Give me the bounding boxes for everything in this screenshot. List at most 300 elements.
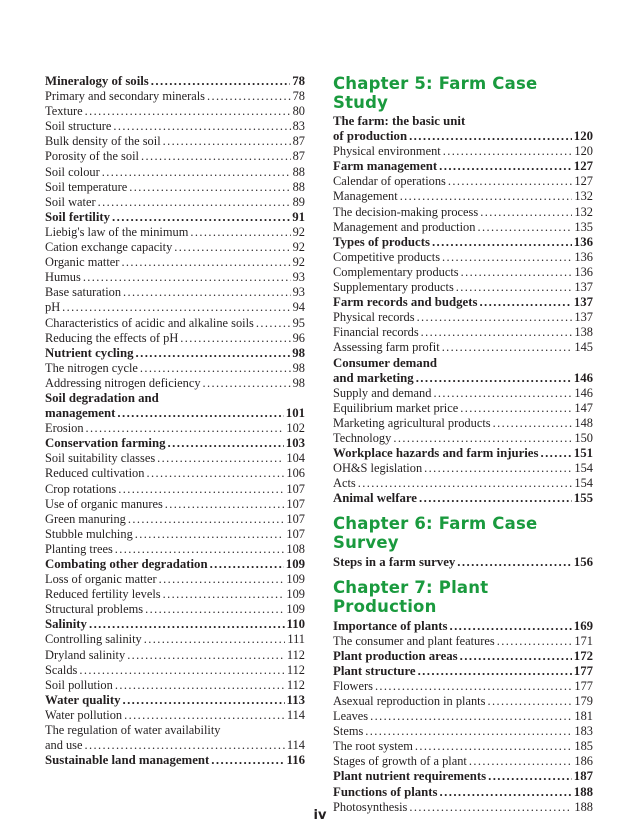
toc-entry-title: Assessing farm profit	[333, 340, 440, 355]
toc-entry-title: Characteristics of acidic and alkaline soils	[45, 315, 254, 330]
toc-entry	[45, 678, 305, 693]
toc-leader-dots	[146, 466, 284, 481]
toc-entry-title: Sustainable land management	[45, 753, 210, 768]
toc-entry-title: of production	[333, 129, 408, 144]
toc-entry	[45, 421, 305, 436]
toc-leader-dots	[157, 451, 284, 466]
toc-entry-page: 104	[286, 451, 305, 466]
toc-entry	[333, 144, 593, 159]
toc-entry-title: Soil temperature	[45, 179, 128, 194]
toc-entry-page: 98	[292, 345, 305, 360]
toc-leader-dots	[443, 144, 573, 159]
toc-entry-page: 109	[286, 587, 305, 602]
toc-entry	[45, 753, 305, 768]
toc-entry	[333, 649, 593, 664]
toc-entry-page: 171	[574, 633, 593, 648]
toc-entry	[45, 527, 305, 542]
toc-entry-page: 136	[574, 249, 593, 264]
toc-entry	[333, 189, 593, 204]
toc-entry-title: Flowers	[333, 678, 373, 693]
toc-entry	[45, 512, 305, 527]
toc-entry-title-line1: Soil degradation and	[45, 390, 159, 405]
toc-entry-page: 185	[574, 739, 593, 754]
toc-entry	[333, 431, 593, 446]
toc-leader-dots	[136, 346, 291, 361]
toc-entry-page: 136	[573, 234, 593, 249]
toc-entry-page: 151	[573, 446, 593, 461]
toc-leader-dots	[493, 416, 573, 431]
toc-leader-dots	[365, 724, 572, 739]
toc-entry-page: 181	[574, 709, 593, 724]
toc-entry-title: The consumer and plant features	[333, 633, 495, 648]
toc-leader-dots	[419, 491, 572, 506]
toc-entry-page: 78	[292, 74, 305, 88]
toc-entry	[333, 386, 593, 401]
toc-entry	[45, 497, 305, 512]
toc-leader-dots	[207, 89, 291, 104]
toc-entry-title: Plant structure	[333, 663, 416, 678]
toc-entry-page: 154	[574, 476, 593, 491]
toc-entry-title: Soil water	[45, 194, 96, 209]
toc-entry-title: Soil colour	[45, 164, 100, 179]
toc-leader-dots	[123, 285, 291, 300]
toc-entry-page: 106	[286, 466, 305, 481]
toc-entry-page: 80	[292, 104, 305, 119]
toc-leader-dots	[460, 649, 572, 664]
toc-leader-dots	[415, 739, 573, 754]
toc-leader-dots	[174, 240, 290, 255]
toc-entry-title: and marketing	[333, 370, 414, 385]
toc-leader-dots	[140, 361, 291, 376]
toc-entry	[333, 724, 593, 739]
toc-entry-page: 183	[574, 724, 593, 739]
toc-leader-dots	[448, 174, 573, 189]
toc-entry-page: 91	[292, 209, 305, 224]
toc-entry	[333, 340, 593, 355]
toc-leader-dots	[168, 436, 284, 451]
toc-entry-title: Primary and secondary minerals	[45, 89, 205, 104]
toc-entry-title: Calendar of operations	[333, 174, 446, 189]
toc-entry-title: Erosion	[45, 421, 84, 436]
toc-leader-dots	[449, 619, 571, 634]
toc-entry-title: Competitive products	[333, 249, 441, 264]
toc-entry	[45, 708, 305, 723]
toc-leader-dots	[418, 664, 572, 679]
toc-entry	[45, 482, 305, 497]
toc-leader-dots	[135, 527, 285, 542]
toc-entry	[45, 270, 305, 285]
toc-leader-dots	[400, 189, 573, 204]
toc-entry-title: Farm management	[333, 159, 438, 174]
toc-entry	[45, 436, 305, 451]
toc-entry-title: The root system	[333, 739, 413, 754]
toc-entry	[45, 572, 305, 587]
toc-entry	[45, 89, 305, 104]
chapter-7-heading: Chapter 7: Plant Production	[333, 577, 489, 616]
toc-entry-page: 179	[574, 694, 593, 708]
toc-entry-page: 188	[574, 799, 593, 814]
toc-leader-dots	[190, 225, 290, 240]
chapter-5-entries	[333, 114, 593, 506]
toc-entry-title: The nitrogen cycle	[45, 360, 138, 375]
toc-entry-title: management	[45, 406, 116, 421]
toc-entry-page: 108	[286, 541, 305, 556]
toc-entry-page: 101	[285, 406, 305, 421]
toc-leader-dots	[180, 331, 290, 346]
toc-entry-page: 120	[573, 129, 593, 144]
toc-entry-page: 156	[573, 555, 593, 570]
toc-leader-dots	[102, 165, 291, 180]
toc-entry-page: 177	[573, 663, 593, 678]
toc-entry-title: Water quality	[45, 692, 121, 707]
toc-entry	[333, 664, 593, 679]
toc-leader-dots	[144, 632, 286, 647]
toc-entry	[333, 785, 593, 800]
toc-leader-dots	[121, 255, 290, 270]
toc-entry-title: OH&S legislation	[333, 461, 423, 476]
toc-leader-dots	[479, 295, 571, 310]
toc-entry-page: 127	[574, 174, 593, 189]
toc-entry	[45, 285, 305, 300]
toc-entry	[333, 739, 593, 754]
toc-entry-title: Plant nutrient requirements	[333, 769, 487, 784]
toc-entry-page: 148	[574, 415, 593, 430]
toc-entry	[45, 451, 305, 466]
toc-entry-page: 93	[292, 285, 305, 300]
toc-entry	[45, 74, 305, 89]
toc-entry-page: 186	[574, 754, 593, 769]
toc-leader-dots	[115, 678, 285, 693]
toc-entry-title: Importance of plants	[333, 618, 448, 633]
toc-entry-page: 88	[292, 179, 305, 194]
toc-leader-dots	[203, 376, 291, 391]
toc-entry-title: Soil suitability classes	[45, 451, 156, 466]
toc-entry-title: Conservation farming	[45, 436, 166, 451]
toc-entry-title: Bulk density of the soil	[45, 134, 161, 149]
toc-entry-title: Management and production	[333, 219, 476, 234]
toc-entry	[45, 346, 305, 361]
toc-entry	[45, 104, 305, 119]
toc-leader-dots	[456, 280, 573, 295]
toc-entry	[333, 114, 593, 144]
toc-leader-dots	[461, 265, 573, 280]
toc-leader-dots	[442, 250, 572, 265]
toc-entry-page: 113	[286, 692, 305, 707]
toc-entry-page: 112	[286, 662, 305, 677]
toc-entry-title-line1: The regulation of water availability	[45, 723, 221, 738]
toc-entry-title: Financial records	[333, 325, 419, 340]
toc-entry-title: Marketing agricultural products	[333, 415, 491, 430]
toc-leader-dots	[210, 557, 284, 572]
toc-entry-title: Functions of plants	[333, 784, 438, 799]
toc-leader-dots	[469, 754, 573, 769]
toc-entry	[45, 225, 305, 240]
toc-leader-dots	[421, 325, 573, 340]
toc-entry	[333, 679, 593, 694]
toc-entry	[333, 280, 593, 295]
toc-leader-dots	[83, 270, 291, 285]
toc-entry-page: 92	[292, 240, 305, 255]
toc-leader-dots	[163, 134, 291, 149]
toc-entry	[45, 542, 305, 557]
toc-entry-title: pH	[45, 300, 61, 315]
toc-entry-page: 146	[574, 385, 593, 400]
toc-entry	[333, 461, 593, 476]
toc-entry-title: Reduced cultivation	[45, 466, 145, 481]
toc-entry-title: Humus	[45, 270, 81, 285]
toc-entry-title: Texture	[45, 104, 83, 119]
toc-entry-page: 83	[292, 119, 305, 134]
toc-entry-title: Soil pollution	[45, 677, 113, 692]
toc-entry-page: 98	[292, 360, 305, 375]
toc-entry	[333, 416, 593, 431]
toc-leader-dots	[159, 572, 285, 587]
toc-entry-page: 132	[574, 189, 593, 204]
toc-entry	[45, 134, 305, 149]
toc-leader-dots	[497, 634, 573, 649]
toc-entry-page: 109	[286, 572, 305, 587]
toc-entry	[45, 255, 305, 270]
toc-entry-page: 114	[286, 707, 305, 722]
toc-entry-page: 112	[286, 647, 305, 662]
toc-entry-title: Nutrient cycling	[45, 345, 134, 360]
toc-entry	[333, 476, 593, 491]
toc-entry	[45, 376, 305, 391]
toc-entry-title: Supplementary products	[333, 280, 454, 295]
toc-entry-title: Planting trees	[45, 541, 113, 556]
toc-right-column	[333, 74, 593, 815]
toc-leader-dots	[129, 180, 290, 195]
page-number: iv	[313, 808, 327, 823]
toc-entry-page: 87	[292, 149, 305, 164]
toc-leader-dots	[433, 386, 572, 401]
toc-entry-title: Physical environment	[333, 144, 441, 159]
toc-leader-dots	[127, 648, 285, 663]
toc-entry-title: Acts	[333, 476, 356, 491]
toc-entry-page: 137	[573, 295, 593, 310]
toc-leader-dots	[98, 195, 291, 210]
toc-entry	[333, 634, 593, 649]
toc-entry-page: 107	[286, 511, 305, 526]
toc-entry-page: 96	[292, 330, 305, 345]
toc-entry-title: Stubble mulching	[45, 526, 133, 541]
toc-entry	[45, 180, 305, 195]
toc-entry-title: and use	[45, 738, 83, 753]
toc-entry-title: Reducing the effects of pH	[45, 330, 179, 345]
toc-entry-page: 98	[292, 375, 305, 390]
toc-entry-title: Stages of growth of a plant	[333, 754, 467, 769]
toc-entry-page: 137	[574, 310, 593, 325]
toc-entry	[45, 557, 305, 572]
toc-leader-dots	[85, 104, 291, 119]
toc-entry-title: Addressing nitrogen deficiency	[45, 375, 201, 390]
toc-entry-page: 145	[574, 340, 593, 355]
chapter-6-heading-line1: Chapter 6: Farm Case	[333, 514, 538, 534]
toc-entry-title: Animal welfare	[333, 491, 417, 506]
toc-entry-title: Scalds	[45, 662, 78, 677]
toc-entry-page: 147	[574, 400, 593, 415]
chapter-6-heading	[333, 514, 593, 552]
toc-entry-page: 146	[573, 370, 593, 385]
toc-leader-dots	[457, 555, 572, 570]
toc-entry-title: Porosity of the soil	[45, 149, 139, 164]
toc-leader-dots	[151, 74, 290, 89]
toc-entry-page: 78	[292, 89, 305, 104]
toc-entry	[45, 149, 305, 164]
toc-entry	[45, 165, 305, 180]
toc-entry	[45, 361, 305, 376]
toc-entry-page: 150	[574, 430, 593, 445]
toc-entry-title: Equilibrium market price	[333, 400, 459, 415]
toc-entry-page: 188	[573, 784, 593, 799]
toc-entry	[333, 356, 593, 386]
toc-entry-title: Dryland salinity	[45, 647, 126, 662]
toc-leader-dots	[128, 512, 285, 527]
toc-entry-page: 169	[573, 618, 593, 633]
toc-leader-dots	[141, 149, 291, 164]
toc-entry	[333, 694, 593, 709]
toc-entry-title-line1: Consumer demand	[333, 355, 437, 370]
toc-entry-title: Mineralogy of soils	[45, 74, 149, 88]
toc-leader-dots	[409, 129, 572, 144]
toc-entry-page: 109	[285, 557, 305, 571]
toc-entry-page: 155	[573, 491, 593, 506]
toc-entry	[45, 316, 305, 331]
toc-entry	[45, 331, 305, 346]
toc-entry-title: Combating other degradation	[45, 557, 208, 571]
toc-leader-dots	[124, 708, 285, 723]
toc-entry	[333, 401, 593, 416]
toc-leader-dots	[480, 205, 572, 220]
toc-entry-page: 110	[286, 617, 305, 632]
toc-entry	[45, 648, 305, 663]
toc-entry	[333, 619, 593, 634]
toc-entry	[333, 250, 593, 265]
toc-entry-title: Controlling salinity	[45, 632, 142, 647]
toc-leader-dots	[62, 300, 290, 315]
toc-entry	[45, 300, 305, 315]
toc-entry-title: Soil fertility	[45, 209, 111, 224]
toc-entry-title: Water pollution	[45, 707, 123, 722]
toc-entry-page: 107	[286, 481, 305, 496]
toc-entry-title: Photosynthesis	[333, 799, 408, 814]
toc-entry	[45, 587, 305, 602]
toc-entry	[333, 754, 593, 769]
toc-entry-page: 102	[286, 421, 305, 436]
toc-leader-dots	[115, 542, 285, 557]
toc-entry-page: 107	[286, 496, 305, 511]
toc-entry-page: 109	[286, 602, 305, 617]
toc-entry-page: 116	[286, 753, 305, 768]
toc-leader-dots	[211, 753, 284, 768]
toc-entry	[333, 295, 593, 310]
toc-entry	[333, 310, 593, 325]
toc-leader-dots	[165, 497, 285, 512]
toc-leader-dots	[79, 663, 285, 678]
toc-leader-dots	[117, 406, 283, 421]
toc-entry-title: Steps in a farm survey	[333, 555, 456, 570]
toc-entry-page: 138	[574, 325, 593, 340]
toc-entry-title: Reduced fertility levels	[45, 587, 161, 602]
toc-entry	[45, 119, 305, 134]
toc-entry-page: 103	[285, 436, 305, 451]
toc-entry	[333, 159, 593, 174]
toc-entry	[45, 195, 305, 210]
toc-entry-title: Structural problems	[45, 602, 144, 617]
toc-entry-page: 92	[292, 224, 305, 239]
toc-entry	[333, 491, 593, 506]
toc-entry	[45, 632, 305, 647]
toc-entry-page: 114	[286, 738, 305, 753]
toc-leader-dots	[86, 421, 285, 436]
toc-entry-title: Soil structure	[45, 119, 112, 134]
toc-entry-page: 88	[292, 164, 305, 179]
toc-leader-dots	[112, 210, 290, 225]
toc-entry	[45, 602, 305, 617]
toc-leader-dots	[113, 119, 290, 134]
toc-entry-title: Green manuring	[45, 511, 126, 526]
toc-entry-title: Asexual reproduction in plants	[333, 694, 486, 708]
toc-entry-title: Base saturation	[45, 285, 122, 300]
toc-entry-title: Complementary products	[333, 264, 459, 279]
toc-leader-dots	[256, 316, 291, 331]
toc-entry	[333, 769, 593, 784]
toc-entry-page: 127	[573, 159, 593, 174]
toc-entry-page: 132	[574, 204, 593, 219]
toc-leader-dots	[145, 602, 284, 617]
toc-entry-title: Technology	[333, 430, 392, 445]
toc-entry-page: 120	[574, 144, 593, 159]
toc-entry	[333, 555, 593, 570]
toc-entry-title: Types of products	[333, 234, 430, 249]
toc-leader-dots	[540, 446, 571, 461]
toc-leader-dots	[358, 476, 573, 491]
toc-entry	[333, 265, 593, 280]
toc-entry-title: Workplace hazards and farm injuries	[333, 446, 539, 461]
toc-entry-page: 89	[292, 194, 305, 209]
toc-leader-dots	[477, 220, 572, 235]
toc-entry-title: Farm records and budgets	[333, 295, 478, 310]
toc-leader-dots	[393, 431, 572, 446]
toc-entry-page: 172	[573, 648, 593, 663]
toc-entry	[45, 391, 305, 421]
toc-leader-dots	[163, 587, 285, 602]
chapter-6-entries	[333, 555, 593, 570]
toc-entry	[333, 220, 593, 235]
toc-entry-page: 187	[573, 769, 593, 784]
toc-leader-dots	[488, 769, 572, 784]
toc-leader-dots	[370, 709, 572, 724]
toc-entry-page: 177	[574, 678, 593, 693]
toc-leader-dots	[439, 159, 572, 174]
toc-entry-title-line1: The farm: the basic unit	[333, 114, 466, 128]
toc-entry-page: 154	[574, 461, 593, 476]
toc-entry-title: Crop rotations	[45, 481, 117, 496]
toc-leader-dots	[118, 482, 284, 497]
toc-entry	[333, 205, 593, 220]
toc-entry-page: 135	[574, 219, 593, 234]
toc-entry-title: Cation exchange capacity	[45, 240, 173, 255]
toc-entry-title: Supply and demand	[333, 385, 432, 400]
toc-entry-page: 94	[292, 300, 305, 315]
toc-entry-title: Loss of organic matter	[45, 572, 157, 587]
toc-entry-title: Stems	[333, 724, 364, 739]
toc-entry-page: 136	[574, 264, 593, 279]
toc-leader-dots	[85, 738, 285, 753]
toc-entry-title: Leaves	[333, 709, 369, 724]
toc-leader-dots	[432, 235, 572, 250]
chapter-6-heading-line2: Survey	[333, 533, 399, 553]
